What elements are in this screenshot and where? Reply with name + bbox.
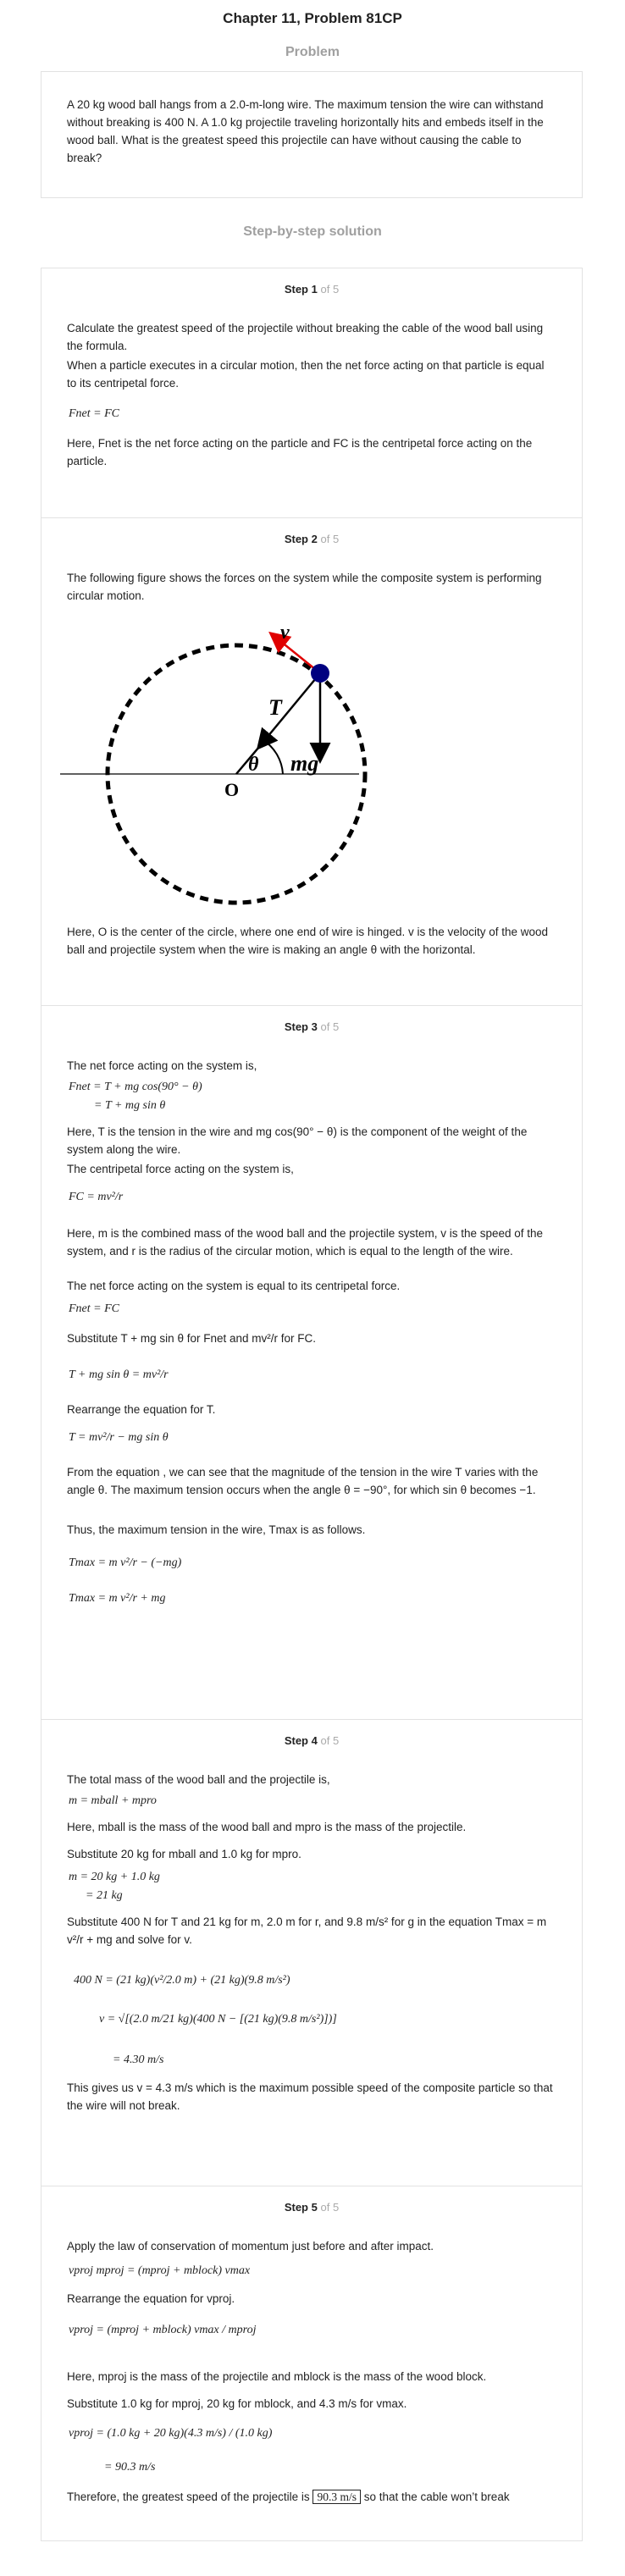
step-4-text-1: The total mass of the wood ball and the projectile is, [67, 1773, 330, 1786]
step-3-box [41, 1005, 583, 1720]
step-3-eq-1a: Fnet = T + mg cos(90° − θ) [69, 1081, 202, 1093]
step-label: Step [284, 1020, 308, 1033]
angle-arc [263, 740, 283, 774]
step-number: 4 [311, 1734, 318, 1747]
step-1-text-1: Calculate the greatest speed of the projectile without breaking the cable of the wood ball using the formula. [67, 322, 544, 352]
step-2-text-1: The following figure shows the forces on the system while the composite system is performing circular motion. [67, 572, 542, 602]
step-1-equation: Fnet = FC [69, 407, 119, 420]
page-title: Chapter 11, Problem 81CP [223, 10, 402, 26]
step-3-eq-6a: Tmax = m v²/r − (−mg) [69, 1556, 182, 1569]
step-4-text-2: Here, mball is the mass of the wood ball and mpro is the mass of the projectile. [67, 1821, 467, 1833]
step-1-box [41, 268, 583, 518]
final-text-pre: Therefore, the greatest speed of the projectile is [67, 2490, 310, 2503]
step-label: Step [284, 1734, 308, 1747]
step-2-header [41, 530, 582, 549]
step-3-header [41, 1018, 582, 1036]
step-total: of 5 [320, 1734, 340, 1747]
problem-box [41, 71, 583, 198]
step-label: Step [284, 2201, 308, 2214]
step-5-text-2: Rearrange the equation for vproj. [67, 2292, 235, 2305]
composite-ball [311, 664, 329, 683]
step-3-eq-1b: = T + mg sin θ [94, 1099, 166, 1112]
final-text-post: so that the cable won’t break [363, 2490, 510, 2503]
step-3-text-3: The centripetal force acting on the system is, [67, 1163, 294, 1175]
step-3-text-4: Here, m is the combined mass of the wood ball and the projectile system, v is the speed of the system, and r is the radius of the circular motion, which is equal to the length of the wire. [67, 1227, 544, 1258]
step-3-eq-4: T + mg sin θ = mv²/r [69, 1368, 169, 1381]
label-theta: θ [248, 754, 259, 776]
step-5-eq-3a: vproj = (1.0 kg + 20 kg)(4.3 m/s) / (1.0 kg) [69, 2427, 273, 2440]
step-4-eq-3a: 400 N = (21 kg)(v²/2.0 m) + (21 kg)(9.8 m/s²) [74, 1974, 290, 1987]
step-4-eq-3c: = 4.30 m/s [113, 2054, 164, 2066]
label-T: T [268, 695, 282, 720]
problem-text: A 20 kg wood ball hangs from a 2.0-m-long wire. The maximum tension the wire can withstand without breaking is 400 N. A 1.0 kg projectile traveling horizontally hits and embeds itself in the wood ball. What is the greatest speed this projectile can have without causing the cable to break? [67, 98, 544, 164]
step-3-text-5: The net force acting on the system is equal to its centripetal force. [67, 1280, 401, 1292]
step-1-text-3: Here, Fnet is the net force acting on the particle and FC is the centripetal force acting on the particle. [67, 437, 533, 467]
step-number: 2 [311, 533, 318, 545]
label-mg: mg [290, 751, 319, 776]
label-v: v [280, 622, 290, 644]
step-4-header [41, 1732, 582, 1750]
step-label: Step [284, 533, 308, 545]
step-3-text-8: From the equation , we can see that the magnitude of the tension in the wire T varies with the angle θ. The maximum tension occurs when the angle θ = −90°, for which sin θ becomes −1. [67, 1466, 539, 1496]
step-5-text-3: Here, mproj is the mass of the projectile and mblock is the mass of the wood block. [67, 2370, 487, 2383]
step-total: of 5 [320, 1020, 340, 1033]
step-3-eq-6b: Tmax = m v²/r + mg [69, 1592, 166, 1605]
step-5-eq-2: vproj = (mproj + mblock) vmax / mproj [69, 2324, 257, 2336]
step-3-eq-5: T = mv²/r − mg sin θ [69, 1431, 169, 1444]
step-5-text-1: Apply the law of conservation of momentum just before and after impact. [67, 2240, 434, 2253]
step-3-text-6: Substitute T + mg sin θ for Fnet and mv²/r for FC. [67, 1332, 316, 1345]
solution-heading: Step-by-step solution [243, 224, 382, 239]
step-5-text-4: Substitute 1.0 kg for mproj, 20 kg for mblock, and 4.3 m/s for vmax. [67, 2397, 407, 2410]
step-3-eq-2: FC = mv²/r [69, 1191, 124, 1203]
step-4-eq-3b: v = √[(2.0 m/21 kg)(400 N − [(21 kg)(9.8 m/s²)])] [99, 2013, 337, 2026]
step-1-text-2: When a particle executes in a circular motion, then the net force acting on that particle is equal to its centripetal force. [67, 359, 545, 390]
step-5-box [41, 2186, 583, 2541]
step-1-header [41, 280, 582, 299]
step-total: of 5 [320, 283, 340, 296]
step-4-eq-2b: = 21 kg [86, 1889, 123, 1902]
step-5-final [67, 2488, 556, 2506]
step-4-eq-2a: m = 20 kg + 1.0 kg [69, 1871, 160, 1883]
step-total: of 5 [320, 533, 340, 545]
step-3-text-1: The net force acting on the system is, [67, 1059, 257, 1072]
step-5-eq-1: vproj mproj = (mproj + mblock) vmax [69, 2264, 251, 2277]
step-5-eq-3b: = 90.3 m/s [104, 2461, 156, 2474]
step-number: 3 [311, 1020, 318, 1033]
step-3-eq-3: Fnet = FC [69, 1302, 119, 1315]
problem-heading: Problem [285, 45, 340, 59]
step-total: of 5 [320, 2201, 340, 2214]
step-2-text-2: Here, O is the center of the circle, where one end of wire is hinged. v is the velocity of the wood ball and projectile system when the wire is making an angle θ with the horizontal. [67, 926, 549, 956]
step-4-box [41, 1719, 583, 2186]
step-number: 1 [311, 283, 318, 296]
step-5-header [41, 2198, 582, 2217]
final-answer-box: 90.3 m/s [312, 2490, 361, 2504]
force-diagram [58, 620, 397, 916]
step-3-text-2: Here, T is the tension in the wire and mg cos(90° − θ) is the component of the weight of the system along the wire. [67, 1125, 528, 1156]
step-3-text-7: Rearrange the equation for T. [67, 1403, 216, 1416]
label-O: O [224, 779, 240, 800]
step-number: 5 [311, 2201, 318, 2214]
step-4-text-3: Substitute 20 kg for mball and 1.0 kg for mpro. [67, 1848, 301, 1860]
step-2-box [41, 517, 583, 1006]
step-3-text-9: Thus, the maximum tension in the wire, Tmax is as follows. [67, 1523, 366, 1536]
step-4-text-4: Substitute 400 N for T and 21 kg for m, 2.0 m for r, and 9.8 m/s² for g in the equation Tmax = m v²/r + mg and solve for v. [67, 1915, 547, 1946]
step-label: Step [284, 283, 308, 296]
step-4-eq-1: m = mball + mpro [69, 1794, 157, 1807]
step-4-text-5: This gives us v = 4.3 m/s which is the maximum possible speed of the composite particle so that the wire will not break. [67, 2081, 553, 2112]
